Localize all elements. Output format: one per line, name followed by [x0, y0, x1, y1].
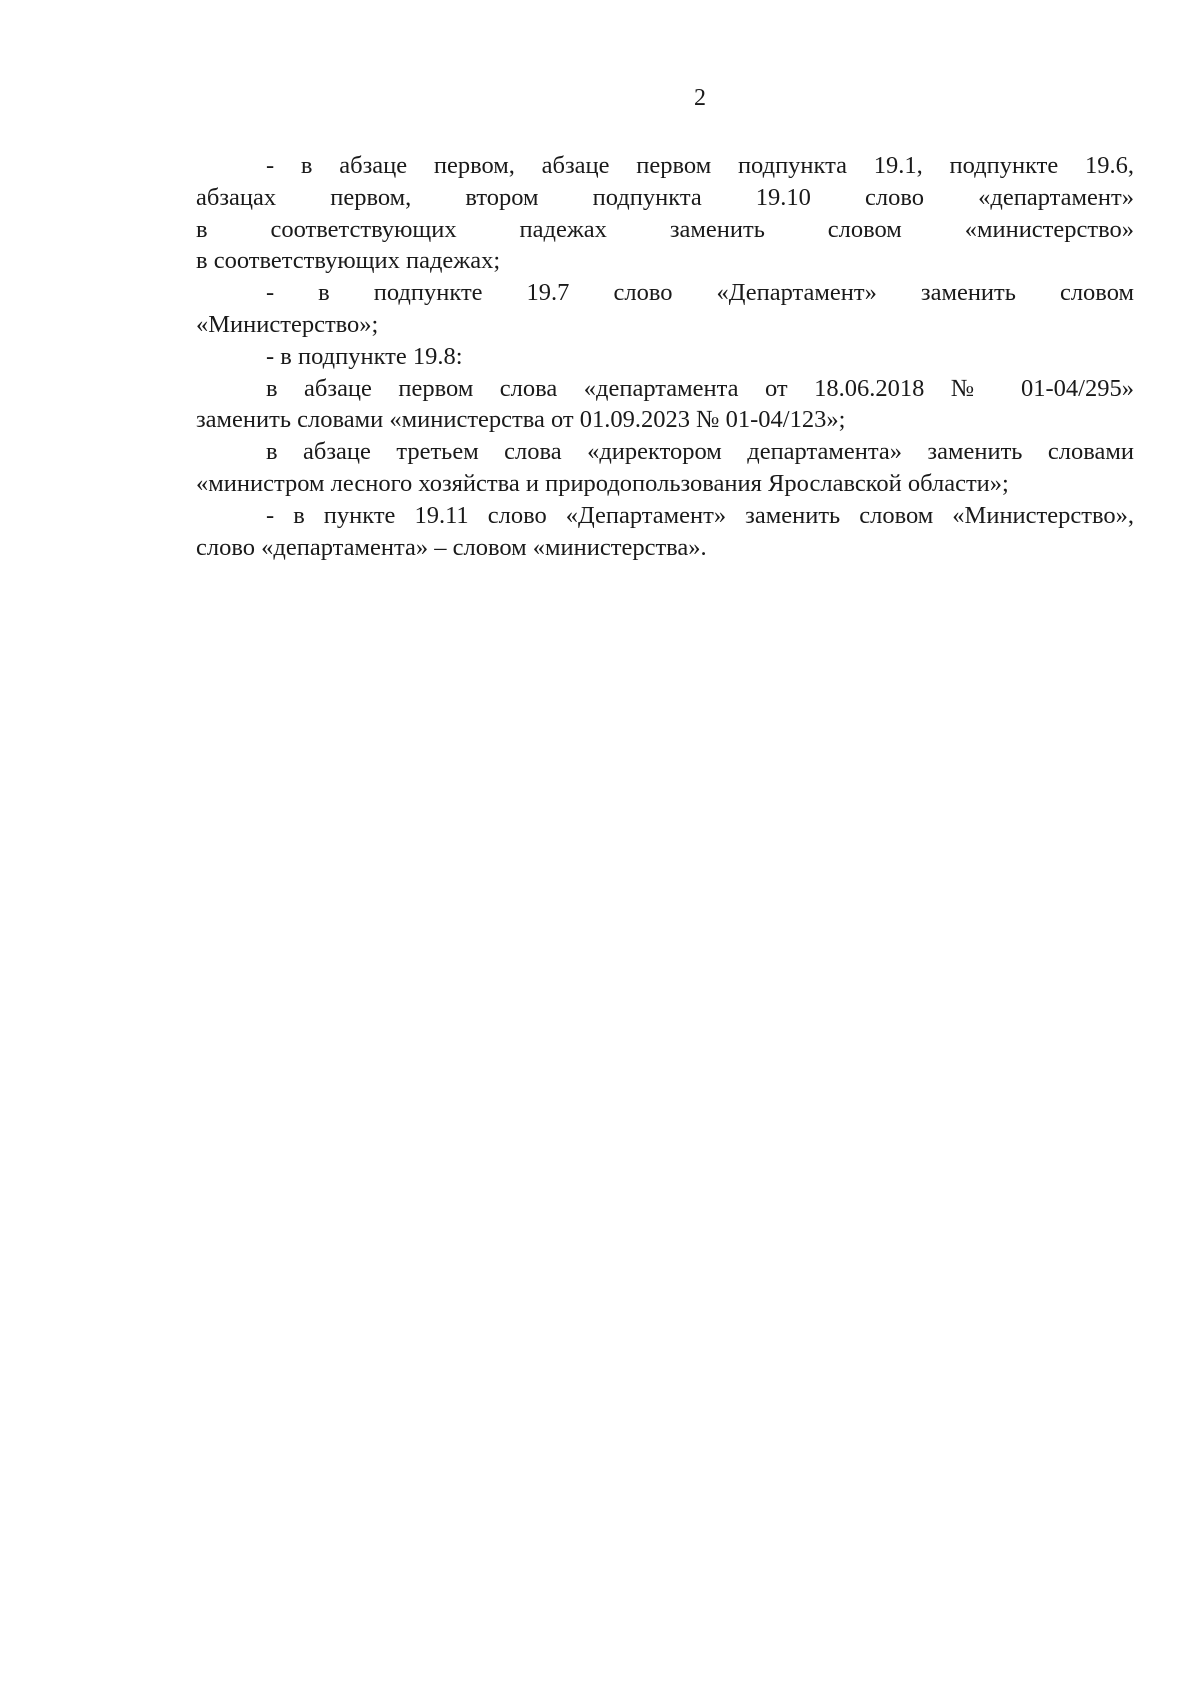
paragraph-line: в абзаце третьем слова «директором департамента» заменить словами	[266, 438, 1134, 466]
paragraph-line: «Министерство»;	[196, 310, 379, 338]
page-number-text: 2	[694, 85, 706, 111]
paragraph-1	[196, 150, 1134, 277]
paragraph-line: в соответствующих падежах заменить словом «министерство»	[196, 215, 1134, 243]
paragraph-line: - в подпункте 19.8:	[266, 342, 463, 370]
paragraph-line: в абзаце первом слова «департамента от 18.06.2018 № 01-04/295»	[266, 374, 1134, 402]
paragraph-line: абзацах первом, втором подпункта 19.10 слово «департамент»	[196, 183, 1134, 211]
paragraph-line: слово «департамента» – словом «министерства».	[196, 533, 707, 561]
paragraph-5	[196, 436, 1134, 500]
document-body	[196, 150, 1134, 563]
paragraph-line: в соответствующих падежах;	[196, 247, 501, 275]
paragraph-line: «министром лесного хозяйства и природопользования Ярославской области»;	[196, 469, 1009, 497]
paragraph-line: - в подпункте 19.7 слово «Департамент» заменить словом	[266, 279, 1134, 307]
paragraph-2	[196, 277, 1134, 341]
paragraph-line: - в пункте 19.11 слово «Департамент» заменить словом «Министерство»,	[266, 501, 1134, 529]
paragraph-line: заменить словами «министерства от 01.09.2023 № 01-04/123»;	[196, 406, 846, 434]
paragraph-4	[196, 373, 1134, 437]
paragraph-3	[196, 341, 1134, 373]
paragraph-6	[196, 500, 1134, 564]
page-number	[600, 84, 800, 112]
paragraph-line: - в абзаце первом, абзаце первом подпункта 19.1, подпункте 19.6,	[266, 152, 1134, 179]
